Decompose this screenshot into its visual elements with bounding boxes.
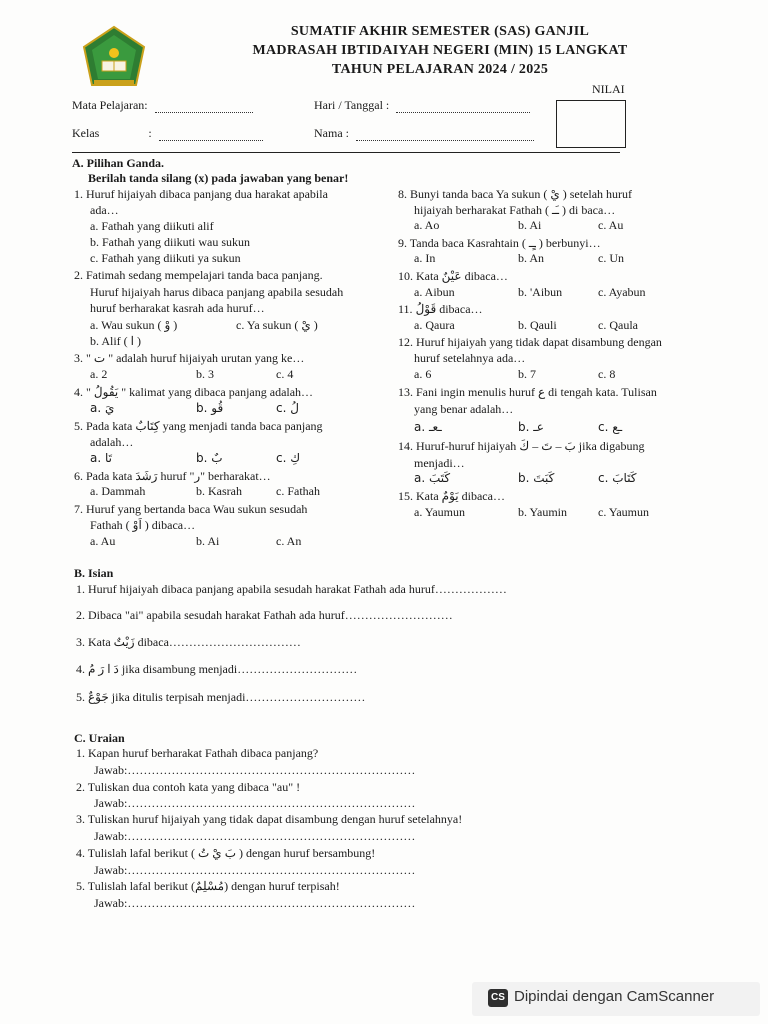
q8-text: 8. Bunyi tanda baca Ya sukun ( يْ ) setelah huruf (398, 187, 633, 201)
header-divider (72, 152, 620, 153)
section-c-title: C. Uraian (74, 731, 125, 745)
uraian-5: 5. Tulislah lafal berikut (مُسْلِمٌ) dengan huruf terpisah! (76, 879, 340, 893)
q13-option-a[interactable]: a. ـعـ (414, 420, 442, 434)
q13-option-b[interactable]: b. عـ (518, 420, 544, 434)
q3-options (90, 367, 350, 383)
q14-options (414, 471, 674, 487)
q8-option-c[interactable]: c. Au (598, 218, 624, 232)
q9-option-c[interactable]: c. Un (598, 251, 624, 265)
q11-option-c[interactable]: c. Qaula (598, 318, 638, 332)
header-title-1: SUMATIF AKHIR SEMESTER (SAS) GANJIL (290, 24, 590, 39)
isian-5: 5. جَوْعٌ jika ditulis terpisah menjadi………………………… (76, 690, 366, 704)
q6-options (90, 484, 350, 500)
camscanner-text: Dipindai dengan CamScanner (514, 988, 715, 1005)
q7-option-c[interactable]: c. An (276, 534, 302, 548)
kelas-field (72, 126, 263, 141)
uraian-4: 4. Tulislah lafal berikut ( بَ يْ تُ ) dengan huruf bersambung! (76, 846, 376, 860)
q14-text-2: menjadi… (414, 456, 465, 470)
kelas-colon: : (148, 126, 152, 140)
q6-option-b[interactable]: b. Kasrah (196, 484, 242, 498)
q12-text-2: huruf setelahnya ada… (414, 351, 526, 365)
q1-option-a[interactable]: a. Fathah yang diikuti alif (90, 219, 214, 233)
header-title-2: MADRASAH IBTIDAIYAH NEGERI (MIN) 15 LANGKAT (252, 43, 628, 58)
q7-option-a[interactable]: a. Au (90, 534, 116, 548)
q13-options (414, 420, 674, 436)
q14-option-c[interactable]: c. كَتَابَ (598, 471, 637, 485)
q9-option-b[interactable]: b. An (518, 251, 545, 265)
nama-field (314, 126, 534, 141)
q15-text: 15. Kata يَوْمٌ dibaca… (398, 489, 505, 503)
q11-text: 11. قَوْلُ dibaca… (398, 302, 483, 316)
q12-text: 12. Huruf hijaiyah yang tidak dapat disambung dengan (398, 335, 662, 349)
q5-options (90, 451, 350, 467)
q12-option-a[interactable]: a. 6 (414, 367, 432, 381)
q8-option-a[interactable]: a. Ao (414, 218, 440, 232)
q2-option-b[interactable]: b. Alif ( ا ) (90, 334, 142, 348)
q5-text-2: adalah… (90, 435, 134, 449)
q7-text: 7. Huruf yang bertanda baca Wau sukun sesudah (74, 502, 308, 516)
q15-option-a[interactable]: a. Yaumun (414, 505, 466, 519)
hari-field (314, 98, 530, 113)
q10-option-c[interactable]: c. Ayabun (598, 285, 646, 299)
q10-options (414, 285, 674, 301)
q5-text: 5. Pada kata كِتَابٌ yang menjadi tanda baca panjang (74, 419, 323, 433)
uraian-3: 3. Tuliskan huruf hijaiyah yang tidak dapat disambung dengan huruf setelahnya! (76, 812, 463, 826)
kemenag-logo (80, 25, 148, 93)
q1-text: 1. Huruf hijaiyah dibaca panjang dua harakat apabila (74, 187, 328, 201)
q4-options (90, 401, 350, 417)
q8-options (414, 218, 674, 234)
q13-text-2: yang benar adalah… (414, 402, 514, 416)
q3-option-b[interactable]: b. 3 (196, 367, 214, 381)
q14-option-a[interactable]: a. كَتَبَ (414, 471, 451, 485)
q7-options (90, 534, 350, 550)
q10-text: 10. Kata عَيْنٌ dibaca… (398, 269, 508, 283)
q12-options (414, 367, 674, 383)
mapel-input[interactable] (155, 100, 253, 113)
q14-option-b[interactable]: b. كَبَتَ (518, 471, 555, 485)
uraian-3-answer[interactable]: Jawab:……………………………………………………………… (94, 829, 416, 843)
q1-option-c[interactable]: c. Fathah yang diikuti ya sukun (90, 251, 241, 265)
q4-option-a[interactable]: a. يَ (90, 401, 115, 415)
q6-text: 6. Pada kata رَشَدَ huruf "ر" berharakat… (74, 469, 271, 483)
q6-option-c[interactable]: c. Fathah (276, 484, 320, 498)
isian-3: 3. Kata زَيْتٌ dibaca…………………………… (76, 635, 301, 649)
q10-option-b[interactable]: b. 'Aibun (518, 285, 563, 299)
q3-option-a[interactable]: a. 2 (90, 367, 108, 381)
q2-text-3: huruf berharakat kasrah ada huruf… (90, 301, 265, 315)
header-title-3: TAHUN PELAJARAN 2024 / 2025 (331, 62, 549, 77)
q11-option-a[interactable]: a. Qaura (414, 318, 455, 332)
q5-option-c[interactable]: c. كِ (276, 451, 301, 465)
q2-text: 2. Fatimah sedang mempelajari tanda baca panjang. (74, 268, 323, 282)
uraian-1-answer[interactable]: Jawab:……………………………………………………………… (94, 763, 416, 777)
q7-text-2: Fathah ( اَوْ ) dibaca… (90, 518, 196, 532)
mapel-field (72, 98, 253, 113)
nama-label: Nama : (314, 126, 349, 140)
q5-option-a[interactable]: a. تَا (90, 451, 112, 465)
q4-option-b[interactable]: b. قُو (196, 401, 224, 415)
q12-option-c[interactable]: c. 8 (598, 367, 616, 381)
q4-text: 4. " يَقُولُ " kalimat yang dibaca panjang adalah… (74, 385, 314, 399)
q9-option-a[interactable]: a. In (414, 251, 436, 265)
q13-text: 13. Fani ingin menulis huruf ع di tengah kata. Tulisan (398, 385, 657, 399)
q8-option-b[interactable]: b. Ai (518, 218, 542, 232)
q13-option-c[interactable]: c. ـع (598, 420, 623, 434)
isian-4: 4. دَ ا رَ مُ jika disambung menjadi………………………… (76, 662, 358, 676)
mapel-label: Mata Pelajaran: (72, 98, 148, 112)
q3-option-c[interactable]: c. 4 (276, 367, 294, 381)
kelas-label: Kelas (72, 126, 100, 140)
section-a-instruction: Berilah tanda silang (x) pada jawaban yang benar! (88, 171, 349, 185)
uraian-1: 1. Kapan huruf berharakat Fathah dibaca panjang? (76, 746, 319, 760)
section-a-title: A. Pilihan Ganda. (72, 156, 165, 170)
q15-option-b[interactable]: b. Yaumin (518, 505, 568, 519)
q15-option-c[interactable]: c. Yaumun (598, 505, 650, 519)
uraian-5-answer[interactable]: Jawab:……………………………………………………………… (94, 896, 416, 910)
uraian-4-answer[interactable]: Jawab:……………………………………………………………… (94, 863, 416, 877)
nama-input[interactable] (356, 128, 534, 141)
q8-text-2: hijaiyah berharakat Fathah ( ـَـ ) di baca… (414, 203, 616, 217)
q1-option-b[interactable]: b. Fathah yang diikuti wau sukun (90, 235, 250, 249)
q4-option-c[interactable]: c. لُ (276, 401, 299, 415)
isian-1: 1. Huruf hijaiyah dibaca panjang apabila sesudah harakat Fathah ada huruf……………… (76, 582, 507, 596)
q11-options (414, 318, 674, 334)
nilai-label: NILAI (592, 82, 625, 96)
hari-input[interactable] (396, 100, 530, 113)
uraian-2-answer[interactable]: Jawab:……………………………………………………………… (94, 796, 416, 810)
hari-label: Hari / Tanggal : (314, 98, 390, 112)
nilai-box[interactable] (556, 100, 626, 148)
q15-options (414, 505, 674, 521)
uraian-2: 2. Tuliskan dua contoh kata yang dibaca "au" ! (76, 780, 301, 794)
q9-text: 9. Tanda baca Kasrahtain ( ـٍـ ) berbunyi… (398, 236, 601, 250)
q5-option-b[interactable]: b. بٌ (196, 451, 223, 465)
isian-2: 2. Dibaca "ai" apabila sesudah harakat Fathah ada huruf……………………… (76, 608, 453, 622)
q1-text-2: ada… (90, 203, 119, 217)
q11-option-b[interactable]: b. Qauli (518, 318, 557, 332)
q7-option-b[interactable]: b. Ai (196, 534, 220, 548)
camscanner-icon: CS (488, 989, 508, 1007)
section-b-title: B. Isian (74, 566, 114, 580)
q2-option-c[interactable]: c. Ya sukun ( يْ ) (236, 318, 318, 332)
q3-text: 3. " ت " adalah huruf hijaiyah urutan yang ke… (74, 351, 305, 365)
kelas-input[interactable] (159, 128, 263, 141)
q2-option-a[interactable]: a. Wau sukun ( وْ ) (90, 318, 178, 332)
q9-options (414, 251, 674, 267)
q14-text: 14. Huruf-huruf hijaiyah بَ – تَ – كَ jika digabung (398, 439, 645, 453)
q6-option-a[interactable]: a. Dammah (90, 484, 146, 498)
q10-option-a[interactable]: a. Aibun (414, 285, 455, 299)
q2-text-2: Huruf hijaiyah harus dibaca panjang apabila sesudah (90, 285, 344, 299)
q12-option-b[interactable]: b. 7 (518, 367, 536, 381)
